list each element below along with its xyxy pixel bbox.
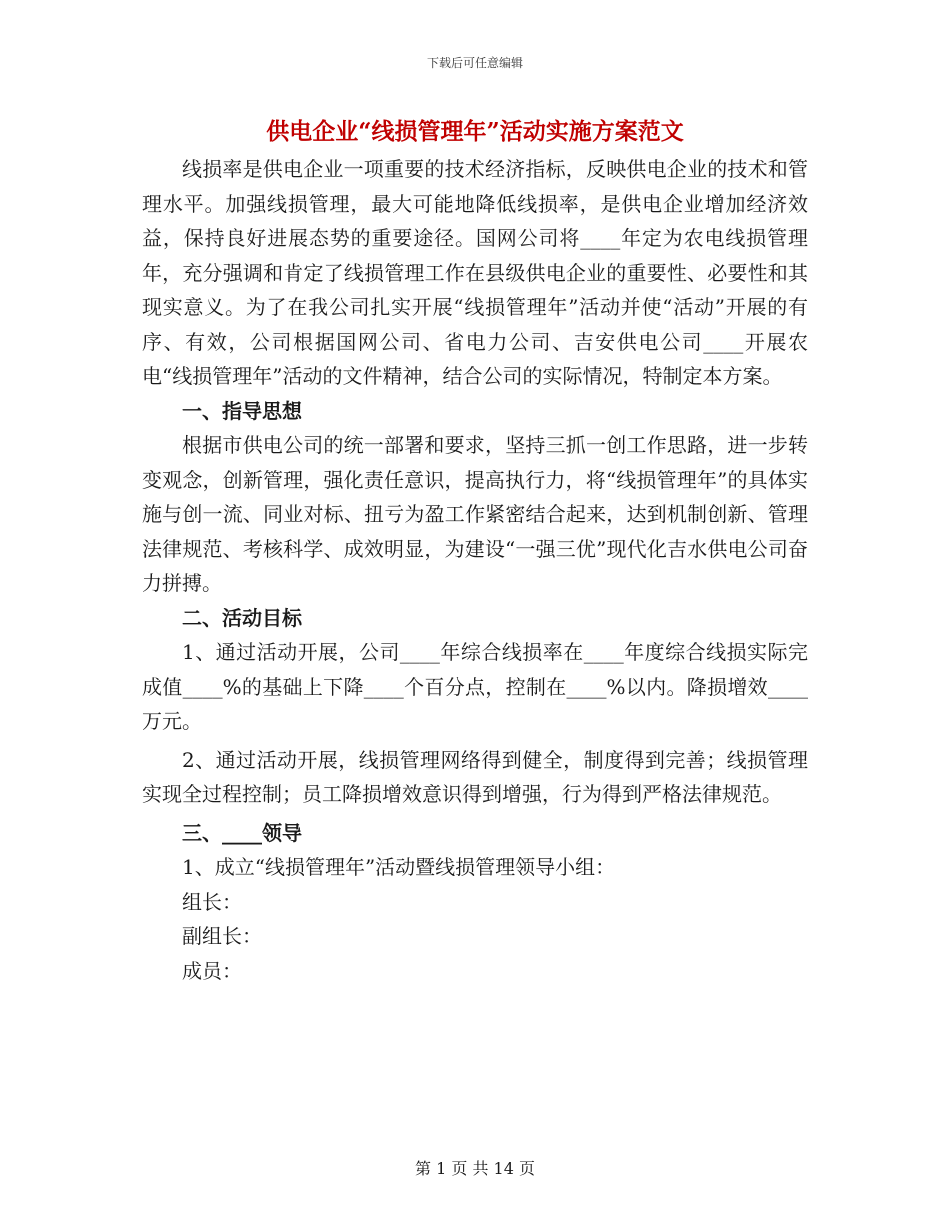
header-note: 下载后可任意编辑 [426,56,523,70]
intro-paragraph: 线损率是供电企业一项重要的技术经济指标，反映供电企业的技术和管理水平。加强线损管理，最大可能地降低线损率，是供电企业增加经济效益，保持良好进展态势的重要途径。国网公司将____年定为农电线损管理年，充分强调和肯定了线损管理工作在县级供电企业的重要性、必要性和其现实意义。为了在我公司扎实开展“线损管理年”活动并使“活动”开展的有序、有效，公司根据国网公司、省电力公司、吉安供电公司____开展农电“线损管理年”活动的文件精神，结合公司的实际情况，特制定本方案。 [142,157,808,388]
leader-label: 组长： [182,889,242,914]
section-1-heading: 一、指导思想 [182,398,302,423]
page-footer: 第 1 页 共 14 页 [415,1159,535,1178]
section-3-heading: 三、____领导 [182,820,302,845]
document-title: 供电企业“线损管理年”活动实施方案范文 [266,118,684,145]
document-body [142,152,808,988]
section-2-item-1: 1、通过活动开展，公司____年综合线损率在____年度综合线损实际完成值____%的基础上下降____个百分点，控制在____%以内。降损增效____万元。 [142,640,808,733]
section-1-paragraph: 根据市供电公司的统一部署和要求，坚持三抓一创工作思路，进一步转变观念，创新管理，强化责任意识，提高执行力，将“线损管理年”的具体实施与创一流、同业对标、扭亏为盈工作紧密结合起来，达到机制创新、管理法律规范、考核科学、成效明显，为建设“一强三优”现代化吉水供电公司奋力拼搏。 [142,433,808,595]
section-3-item-1: 1、成立“线损管理年”活动暨线损管理领导小组： [182,855,616,879]
section-2-item-2: 2、通过活动开展，线损管理网络得到健全，制度得到完善；线损管理实现全过程控制；员工降损增效意识得到增强，行为得到严格法律规范。 [142,747,808,806]
deputy-leader-label: 副组长： [182,924,262,948]
section-2-heading: 二、活动目标 [182,605,302,630]
members-label: 成员： [182,958,242,983]
